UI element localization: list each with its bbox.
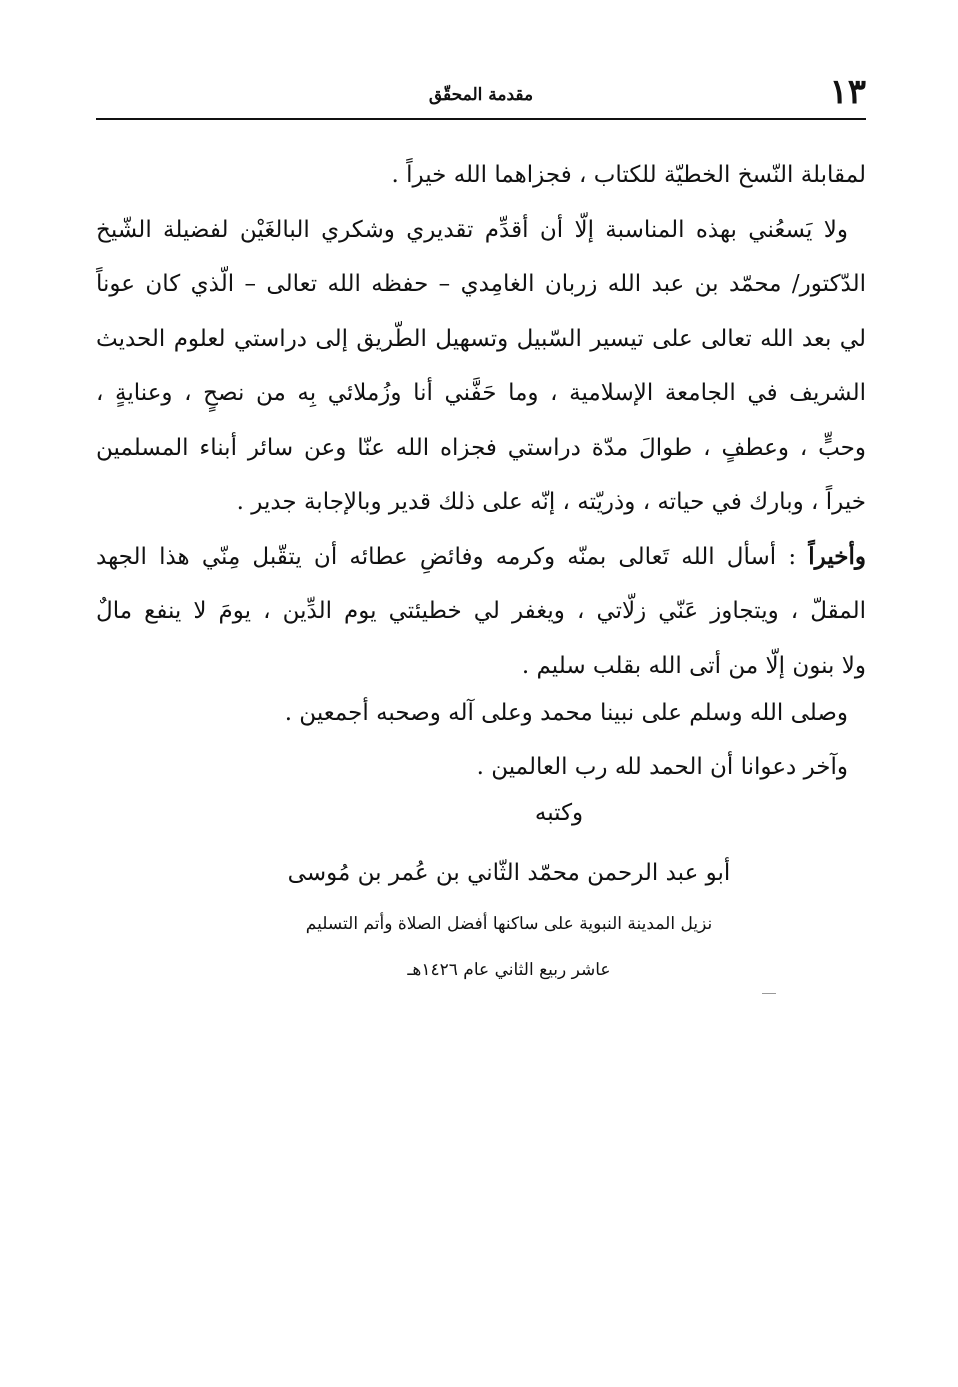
text-line: الدّكتور/ محمّد بن عبد الله زربان الغامِدي – حفظه الله تعالى – الّذي كان عوناً (96, 271, 866, 297)
salutation-line: وصلى الله وسلم على نبينا محمد وعلى آله وصحبه أجمعين . (284, 700, 848, 726)
text-line: لمقابلة النّسخ الخطيّة للكتاب ، فجزاهما الله خيراً . (391, 162, 866, 188)
signature-date: عاشر ربيع الثاني عام ١٤٢٦هـ (407, 960, 611, 980)
text-line: وحبٍّ ، وعطفٍ ، طوالَ مدّة دراستي فجزاه الله عنّا وعن سائر أبناء المسلمين (96, 434, 866, 461)
signature-block (150, 798, 868, 982)
text-line: ولا بنون إلّا من أتى الله بقلب سليم . (521, 652, 866, 679)
running-title: مقدمة المحقّق (428, 85, 534, 105)
finally-text: : أسأل الله تَعالى بمنّه وكرمه وفائضِ عطائه أن يتقّبل مِنّي هذا الجهد (96, 543, 797, 570)
header-divider (96, 118, 866, 120)
text-line: المقلّ ، ويتجاوز عَنّي زلّاتي ، ويغفر لي خطيئتي يوم الدِّين ، يومَ لا ينفع مالٌ (96, 598, 866, 624)
text-line: الشريف في الجامعة الإسلامية ، وما حَفَّني أنا وزُملائي بِه من نصحٍ ، وعنايةٍ ، (96, 380, 866, 406)
text-line: لي بعد الله تعالى على تيسير السّبيل وتسهيل الطّريق إلى دراستي لعلوم الحديث (96, 325, 866, 352)
author-residence: نزيل المدينة النبوية على ساكنها أفضل الصلاة وأتم التسليم (305, 914, 713, 934)
scan-mark (762, 993, 776, 994)
text-line: خيراً ، وبارك في حياته ، وذريّته ، إنّه على ذلك قدير وبالإجابة جدير . (236, 489, 866, 515)
finally-paragraph-line (96, 530, 866, 585)
closing-prayers (96, 686, 866, 794)
page-number: ١٣ (829, 72, 866, 112)
page-header (96, 70, 866, 116)
main-text (96, 148, 866, 693)
signature-wrote: وكتبه (534, 800, 584, 826)
finally-label: وأخيراً (808, 542, 866, 570)
text-line: ولا يَسعُني بهذه المناسبة إلّا أن أقدِّم تقديري وشكري البالغَيْن لفضيلة الشّيخ (96, 216, 848, 243)
author-name: أبو عبد الرحمن محمّد الثّاني بن عُمر بن مُوسى (287, 860, 731, 886)
final-prayer-line: وآخر دعوانا أن الحمد لله رب العالمين . (476, 754, 848, 780)
